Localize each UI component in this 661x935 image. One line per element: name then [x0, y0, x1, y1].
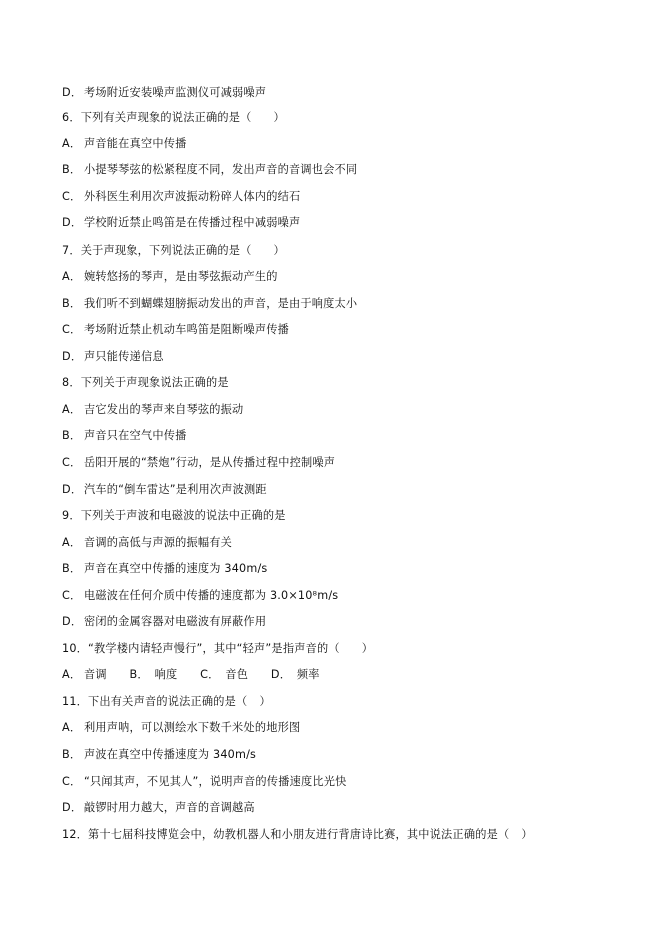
option-label: D． — [62, 483, 83, 496]
question-9 — [62, 509, 286, 523]
q11-option-b — [62, 748, 256, 762]
q7-option-a — [62, 270, 278, 284]
q11-option-d — [62, 801, 255, 815]
option-label: D． — [62, 86, 83, 99]
q9-option-c — [62, 589, 338, 603]
option-text: 考场附近安装噪声监测仪可减弱噪声 — [84, 86, 267, 99]
option-label: A． — [62, 721, 82, 734]
question-10 — [62, 642, 373, 656]
option-text: 岳阳开展的“禁炮”行动，是从传播过程中控制噪声 — [84, 456, 336, 469]
q8-option-a — [62, 403, 243, 417]
option-text: 密闭的金属容器对电磁波有屏蔽作用 — [84, 615, 267, 628]
q7-option-b — [62, 297, 357, 311]
q7-option-c — [62, 323, 289, 337]
question-text: 12．第十七届科技博览会中，幼教机器人和小朋友进行背唐诗比赛，其中说法正确的是（ — [62, 828, 510, 841]
question-text: 11．下出有关声音的说法正确的是（ — [62, 695, 248, 708]
question-text: 9．下列关于声波和电磁波的说法中正确的是 — [62, 509, 286, 522]
option-text: 吉它发出的琴声来自琴弦的振动 — [84, 403, 244, 416]
option-label: B． — [62, 562, 82, 575]
question-6 — [62, 111, 285, 125]
q9-option-d — [62, 615, 266, 629]
q7-option-d — [62, 350, 164, 364]
option-label: A． — [62, 403, 82, 416]
option-text: 利用声呐，可以测绘水下数千米处的地形图 — [84, 721, 301, 734]
q8-option-b — [62, 429, 187, 443]
q9-option-b — [62, 562, 267, 576]
question-paren: ） — [259, 695, 271, 708]
q11-option-c — [62, 775, 347, 789]
option-label: D． — [62, 801, 83, 814]
option-text: 婉转悠扬的琴声，是由琴弦振动产生的 — [84, 270, 278, 283]
option-text: 音调的高低与声源的振幅有关 — [84, 536, 233, 549]
option-text: 汽车的“倒车雷达”是利用次声波测距 — [84, 483, 267, 496]
option-text: 音调 B． 响度 C． 音色 D． 频率 — [84, 668, 320, 681]
option-label: B． — [62, 297, 82, 310]
q8-option-d — [62, 483, 267, 497]
question-7 — [62, 244, 285, 258]
question-paren: ） — [361, 642, 374, 655]
question-12 — [62, 828, 533, 842]
option-label: A． — [62, 536, 82, 549]
q6-option-d — [62, 216, 300, 230]
q11-option-a — [62, 721, 300, 735]
option-label: A． — [62, 270, 82, 283]
q8-option-c — [62, 456, 335, 470]
option-text: 外科医生利用次声波振动粉碎人体内的结石 — [84, 190, 301, 203]
option-label: B． — [62, 163, 82, 176]
option-text: 我们听不到蝴蝶翅膀振动发出的声音，是由于响度太小 — [84, 297, 358, 310]
question-11 — [62, 695, 271, 709]
question-paren: ） — [273, 244, 285, 257]
option-label: C． — [62, 589, 82, 602]
option-text: 考场附近禁止机动车鸣笛是阻断噪声传播 — [84, 323, 289, 336]
question-paren: ） — [273, 111, 285, 124]
option-label: C． — [62, 775, 82, 788]
option-text: 电磁波在任何介质中传播的速度都为 3.0×10⁸m/s — [84, 589, 339, 602]
q9-option-a — [62, 536, 232, 550]
option-label: D． — [62, 615, 83, 628]
q6-option-a — [62, 137, 187, 151]
option-label: A． — [62, 668, 82, 681]
question-paren: ） — [521, 828, 533, 841]
option-label: C． — [62, 190, 82, 203]
question-text: 6．下列有关声现象的说法正确的是（ — [62, 111, 252, 124]
option-text: 声音只在空气中传播 — [84, 429, 187, 442]
question-8 — [62, 376, 229, 390]
option-text: 声音能在真空中传播 — [84, 137, 187, 150]
option-text: 敲锣时用力越大，声音的音调越高 — [84, 801, 255, 814]
question-text: 10．“教学楼内请轻声慢行”，其中“轻声”是指声音的（ — [62, 642, 340, 655]
q6-option-b — [62, 163, 357, 177]
option-text: 声波在真空中传播速度为 340m/s — [84, 748, 257, 761]
question-text: 8．下列关于声现象说法正确的是 — [62, 376, 229, 389]
option-text: “只闻其声，不见其人”，说明声音的传播速度比光快 — [84, 775, 347, 788]
option-text: 小提琴琴弦的松紧程度不同，发出声音的音调也会不同 — [84, 163, 358, 176]
option-label: D． — [62, 350, 83, 363]
option-label: B． — [62, 429, 82, 442]
q5-option-d — [62, 86, 266, 100]
option-label: C． — [62, 323, 82, 336]
option-text: 声只能传递信息 — [84, 350, 164, 363]
option-text: 学校附近禁止鸣笛是在传播过程中减弱噪声 — [84, 216, 301, 229]
q6-option-c — [62, 190, 300, 204]
option-label: C． — [62, 456, 82, 469]
q10-options-row — [62, 668, 320, 682]
option-label: B． — [62, 748, 82, 761]
question-text: 7．关于声现象，下列说法正确的是（ — [62, 244, 252, 257]
option-label: D． — [62, 216, 83, 229]
option-text: 声音在真空中传播的速度为 340m/s — [84, 562, 268, 575]
option-label: A． — [62, 137, 82, 150]
